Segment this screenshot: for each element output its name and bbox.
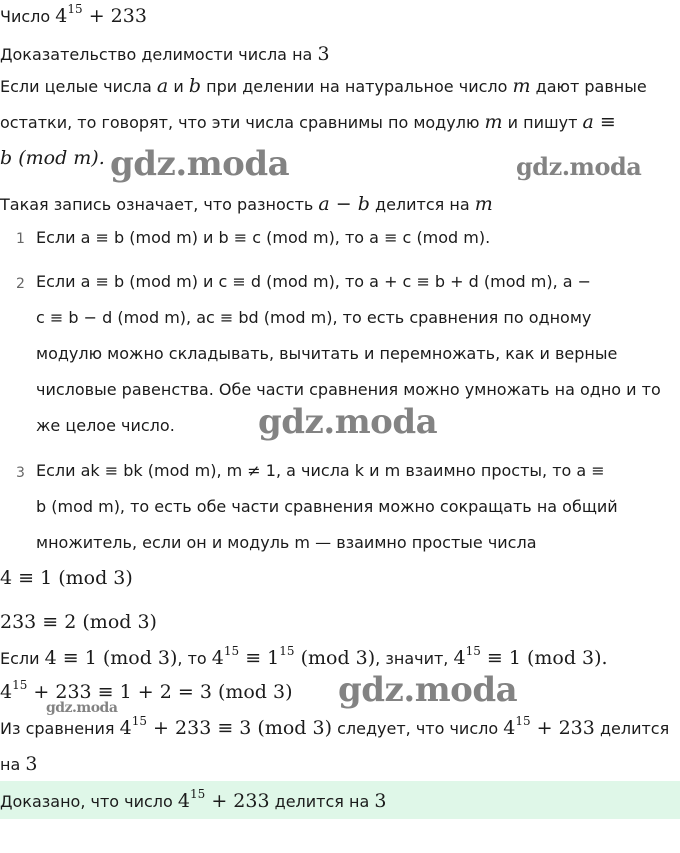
- list-number: 1: [16, 231, 25, 247]
- watermark: gdz.moda: [338, 670, 518, 710]
- page-title: Число $4^{15} + 233$: [0, 2, 147, 27]
- step-2: 233 ≡ 2 (mod 3): [0, 611, 157, 633]
- title-expression: $4^{15} + 233$: [55, 2, 147, 27]
- watermark: gdz.moda: [258, 402, 438, 442]
- subtitle: Доказательство делимости числа на 3: [0, 43, 330, 65]
- definition-line-3: b (mod m).: [0, 147, 105, 169]
- conclusion-box: [0, 781, 680, 819]
- property-3: Если ak ≡ bk (mod m), m ≠ 1, а числа k и m взаимно просты, то a ≡ b (mod m), то есть обе части сравнения можно сокращать на общий множитель, если он и модуль m — взаимно простые числа: [36, 461, 618, 552]
- property-2: Если a ≡ b (mod m) и c ≡ d (mod m), то a + c ≡ b + d (mod m), a − c ≡ b − d (mod m), ac ≡ bd (mod m), то есть сравнения по одному модулю можно складывать, вычитать и перемножать, как и верные числовые равенства. Обе части сравнения можно умножать на одно и то же целое число.: [36, 272, 661, 435]
- step-1: 4 ≡ 1 (mod 3): [0, 567, 133, 589]
- watermark: gdz.moda: [516, 152, 642, 181]
- step-6: на 3: [0, 753, 38, 775]
- conclusion-text: Доказано, что число $4^{15} + 233$ делится на 3: [0, 787, 387, 812]
- definition-line-2: остатки, то говорят, что эти числа сравнимы по модулю m и пишут a ≡: [0, 111, 616, 133]
- note: Такая запись означает, что разность a − b делится на m: [0, 193, 493, 215]
- list-number: 3: [16, 465, 25, 481]
- step-5: Из сравнения $4^{15} + 233 \equiv 3$ (mod 3) следует, что число $4^{15} + 233$ делится: [0, 714, 670, 739]
- watermark: gdz.moda: [110, 144, 290, 184]
- step-3: Если 4 ≡ 1 (mod 3), то $4^{15} \equiv 1^{15}$ (mod 3), значит, $4^{15} \equiv 1$ (mod 3).: [0, 644, 608, 669]
- watermark: gdz.moda: [46, 700, 118, 716]
- step-4: $4^{15} + 233 \equiv 1 + 2 = 3$ (mod 3): [0, 678, 293, 703]
- definition-line-1: Если целые числа a и b при делении на натуральное число m дают равные: [0, 75, 647, 97]
- property-1: Если a ≡ b (mod m) и b ≡ c (mod m), то a ≡ c (mod m).: [36, 228, 491, 247]
- list-number: 2: [16, 276, 25, 292]
